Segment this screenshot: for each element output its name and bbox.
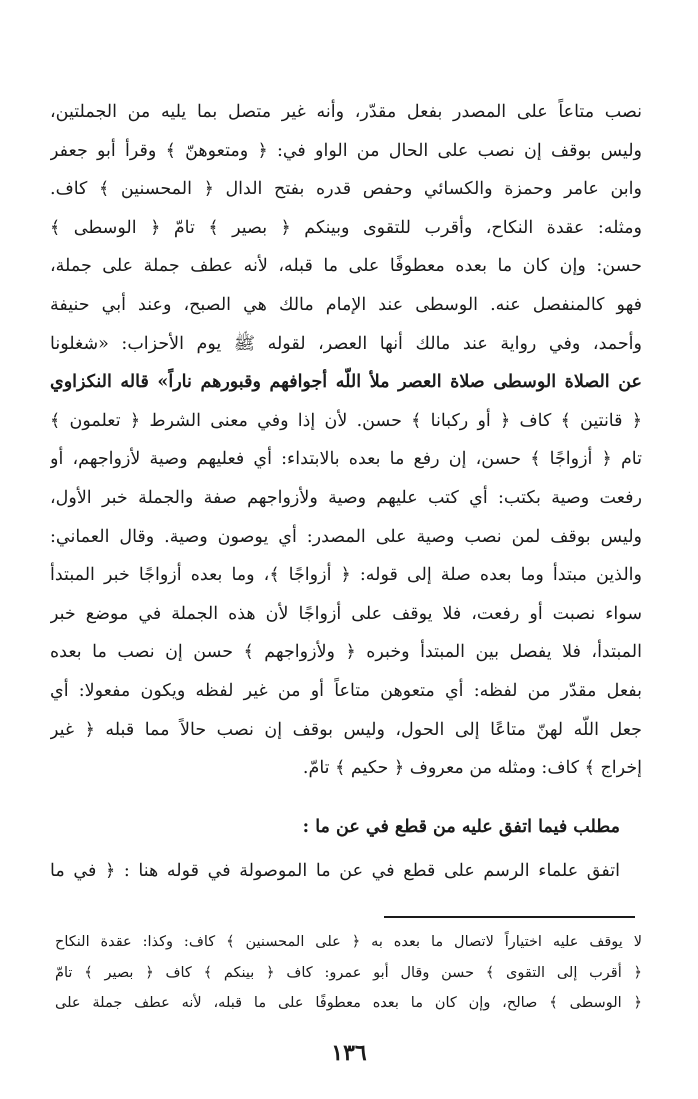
footnote-line: ﴿ أقرب إلى التقوى ﴾ حسن وقال أبو عمرو: كاف ﴿ بينكم ﴾ كاف ﴿ بصير ﴾ تامّ bbox=[55, 964, 642, 981]
footnotes bbox=[55, 927, 642, 1019]
text-line: وأحمد، وفي رواية عند مالك أنها العصر، لقوله ﷺ يوم الأحزاب: «شغلونا bbox=[50, 333, 642, 354]
text-line: حسن: وإن كان ما بعده معطوفًا على ما قبله، لأنه عطف جملة على جملة، bbox=[50, 256, 642, 277]
text-line: رفعت وصية بكتب: أي كتب عليهم وصية ولأزواجهم صفة والجملة خبر الأول، bbox=[50, 487, 642, 508]
text-line: ومثله: عقدة النكاح، وأقرب للتقوى وبينكم ﴿ بصير ﴾ تامّ ﴿ الوسطى ﴾ bbox=[50, 217, 642, 238]
text-line: فهو كالمنفصل عنه. الوسطى عند الإمام مالك هي الصبح، وعند أبي حنيفة bbox=[50, 294, 642, 315]
text-line: سواء نصبت أو رفعت، فلا يوقف على أزواجًا لأن هذه الجملة في موضع خبر bbox=[50, 603, 642, 624]
text-line: المبتدأ، فلا يفصل بين المبتدأ وخبره ﴿ ولأزواجهم ﴾ حسن إن نصب ما بعده bbox=[50, 642, 642, 663]
text-line: إخراج ﴾ كاف: ومثله من معروف ﴿ حكيم ﴾ تامّ. bbox=[302, 758, 642, 779]
section-intro-line: اتفق علماء الرسم على قطع في عن ما الموصولة في قوله هنا : ﴿ في ما bbox=[50, 861, 620, 881]
footnote-line: لا يوقف عليه اختياراً لاتصال ما بعده به ﴿ على المحسنين ﴾ كاف: وكذا: عقدة النكاح bbox=[55, 934, 642, 950]
footnote-divider bbox=[384, 916, 635, 918]
text-line: بفعل مقدّر من لفظه: أي متعوهن متاعاً أو من غير لفظه ويكون مفعولا: أي bbox=[50, 680, 642, 701]
text-line: والذين مبتدأ وما بعده صلة إلى قوله: ﴿ أزواجًا ﴾، وما بعده أزواجًا خبر المبتدأ bbox=[50, 565, 642, 586]
text-line: وليس بوقف لمن نصب وصية على المصدر: أي يوصون وصية. وقال العماني: bbox=[50, 526, 642, 547]
text-line: نصب متاعاً على المصدر بفعل مقدّر، وأنه غير متصل بما يليه من الجملتين، bbox=[50, 102, 642, 122]
text-line: تام ﴿ أزواجًا ﴾ حسن، إن رفع ما بعده بالابتداء: أي فعليهم وصية لأزواجهم، أو bbox=[50, 449, 642, 470]
footnote-line: ﴿ الوسطى ﴾ صالح، وإن كان ما بعده معطوفًا على ما قبله، لأنه عطف جملة على bbox=[55, 995, 642, 1011]
section-heading: مطلب فيما اتفق عليه من قطع في عن ما : bbox=[302, 817, 620, 837]
text-line: جعل اللّه لهنّ متاعًا إلى الحول، وليس بوقف إن نصب حالاً مما قبله ﴿ غير bbox=[50, 719, 642, 740]
main-text bbox=[50, 93, 642, 788]
hadith-line: عن الصلاة الوسطى صلاة العصر ملأ اللّه أجوافهم وقبورهم ناراً» قاله النكزاوي bbox=[50, 372, 642, 393]
text-line: ﴿ قانتين ﴾ كاف ﴿ أو ركبانا ﴾ حسن. لأن إذا وفي معنى الشرط ﴿ تعلمون ﴾ bbox=[50, 410, 642, 431]
text-line: وابن عامر وحمزة والكسائي وحفص قدره بفتح الدال ﴿ المحسنين ﴾ كاف. bbox=[50, 179, 642, 200]
text-line: وليس بوقف إن نصب على الحال من الواو في: ﴿ ومتعوهنّ ﴾ وقرأ أبو جعفر bbox=[50, 140, 642, 161]
page-number: ١٣٦ bbox=[331, 1040, 367, 1066]
